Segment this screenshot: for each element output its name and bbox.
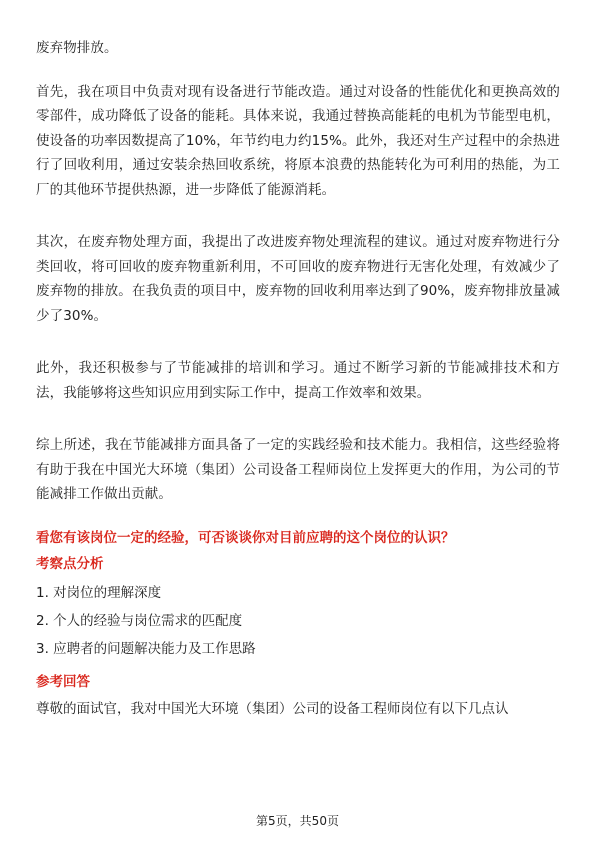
document-content xyxy=(36,36,560,721)
paragraph-1: 首先，我在项目中负责对现有设备进行节能改造。通过对设备的性能优化和更换高效的零部件，成功降低了设备的能耗。具体来说，我通过替换高能耗的电机为节能型电机，使设备的功率因数提高了10%，年节约电力约15%。此外，我还对生产过程中的余热进行了回收利用，通过安装余热回收系统，将原本浪费的热能转化为可利用的热能，为工厂的其他环节提供热源，进一步降低了能源消耗。 xyxy=(36,83,560,198)
analysis-title: 考察点分析 xyxy=(36,555,104,572)
reference-answer: 尊敬的面试官，我对中国光大环境（集团）公司的设备工程师岗位有以下几点认 xyxy=(36,700,509,717)
paragraph-0: 废弃物排放。 xyxy=(36,40,118,56)
analysis-item: 1. 对岗位的理解深度 xyxy=(36,584,162,601)
paragraph-4: 综上所述，我在节能减排方面具备了一定的实践经验和技术能力。我相信，这些经验将有助于我在中国光大环境（集团）公司设备工程师岗位上发挥更大的作用，为公司的节能减排工作做出贡献。 xyxy=(36,437,560,502)
paragraph-3: 此外，我还积极参与了节能减排的培训和学习。通过不断学习新的节能减排技术和方法，我能够将这些知识应用到实际工作中，提高工作效率和效果。 xyxy=(36,360,560,401)
analysis-item: 3. 应聘者的问题解决能力及工作思路 xyxy=(36,640,256,657)
paragraph-2: 其次，在废弃物处理方面，我提出了改进废弃物处理流程的建议。通过对废弃物进行分类回收，将可回收的废弃物重新利用，不可回收的废弃物进行无害化处理，有效减少了废弃物的排放。在我负责的项目中，废弃物的回收利用率达到了90%，废弃物排放量减少了30%。 xyxy=(36,234,560,324)
interview-question: 看您有该岗位一定的经验，可否谈谈你对目前应聘的这个岗位的认识？ xyxy=(36,529,455,546)
reference-title: 参考回答 xyxy=(36,673,90,690)
analysis-list xyxy=(36,579,560,663)
page-footer: 第5页，共50页 xyxy=(256,814,339,828)
analysis-item: 2. 个人的经验与岗位需求的匹配度 xyxy=(36,612,243,629)
